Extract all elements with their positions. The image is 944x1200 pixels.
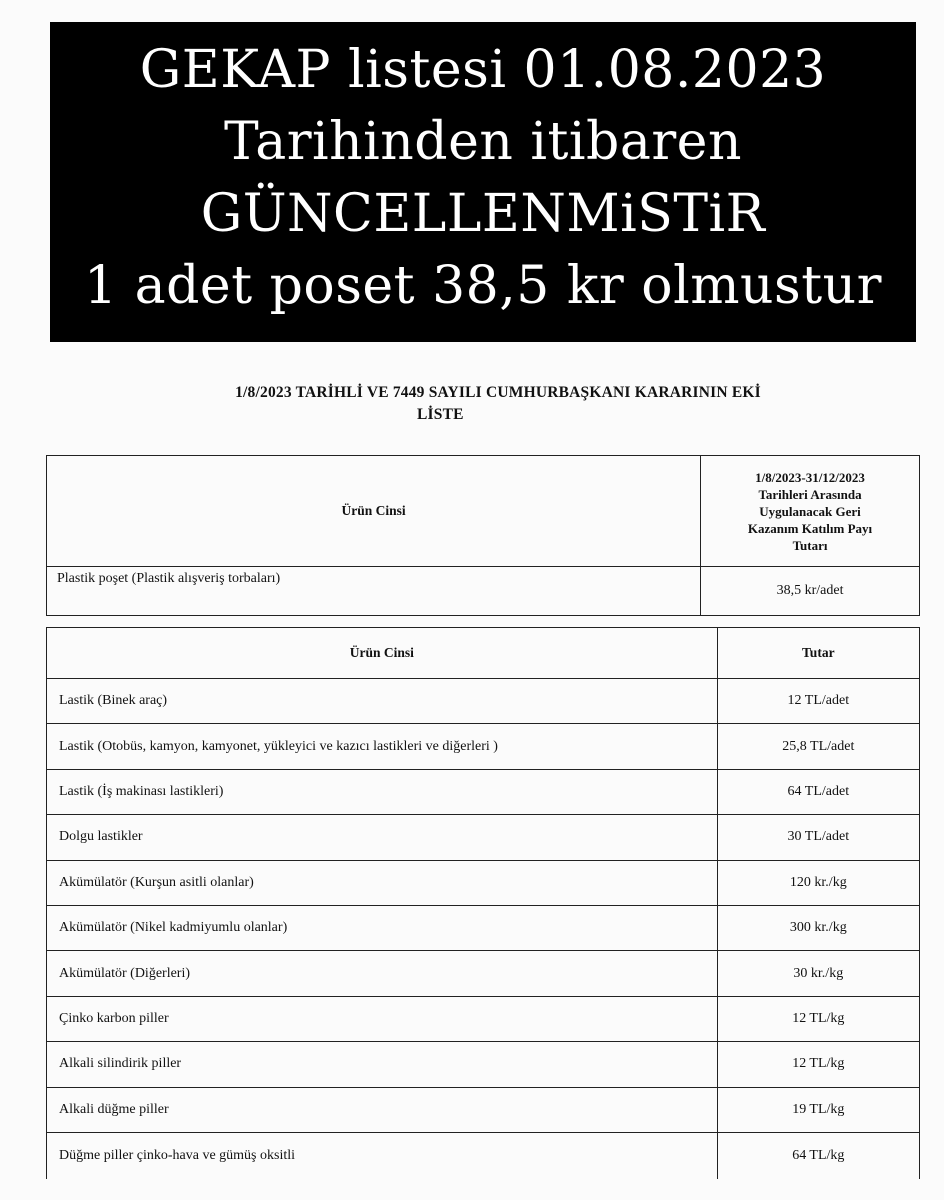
product-name: Akümülatör (Kurşun asitli olanlar) — [47, 860, 718, 905]
product-amount: 30 TL/adet — [717, 815, 919, 860]
banner-line: Tarihinden itibaren — [224, 112, 742, 172]
announcement-banner — [50, 22, 916, 342]
banner-line: GÜNCELLENMiSTiR — [200, 184, 766, 244]
table-row — [47, 769, 920, 814]
product-amount: 30 kr./kg — [717, 951, 919, 996]
document-title-line: LİSTE — [417, 406, 464, 423]
document-title — [60, 382, 906, 426]
column-header-product: Ürün Cinsi — [47, 628, 718, 679]
product-amount: 64 TL/kg — [717, 1132, 919, 1179]
product-amount: 12 TL/adet — [717, 679, 919, 724]
header-line: Uygulanacak Geri — [759, 503, 861, 519]
product-name: Lastik (İş makinası lastikleri) — [47, 769, 718, 814]
product-name: Alkali düğme piller — [47, 1087, 718, 1132]
table-row — [47, 905, 920, 950]
column-header-product: Ürün Cinsi — [47, 456, 701, 567]
product-amount: 12 TL/kg — [717, 996, 919, 1041]
product-name: Alkali silindirik piller — [47, 1042, 718, 1087]
header-line: 1/8/2023-31/12/2023 — [755, 469, 865, 485]
product-name: Lastik (Otobüs, kamyon, kamyonet, yükleyici ve kazıcı lastikleri ve diğerleri ) — [47, 724, 718, 769]
product-name: Düğme piller çinko-hava ve gümüş oksitli — [47, 1132, 718, 1179]
table-row — [47, 996, 920, 1041]
product-amount: 64 TL/adet — [717, 769, 919, 814]
table-row — [47, 1132, 920, 1179]
product-amount: 300 kr./kg — [717, 905, 919, 950]
banner-line: GEKAP listesi 01.08.2023 — [139, 40, 827, 100]
product-name: Çinko karbon piller — [47, 996, 718, 1041]
banner-line: 1 adet poset 38,5 kr olmustur — [84, 256, 882, 316]
table-row — [47, 815, 920, 860]
product-amount: 19 TL/kg — [717, 1087, 919, 1132]
product-name: Plastik poşet (Plastik alışveriş torbaları) — [47, 567, 701, 616]
table-row — [47, 679, 920, 724]
product-amount: 120 kr./kg — [717, 860, 919, 905]
product-amount: 12 TL/kg — [717, 1042, 919, 1087]
header-line: Kazanım Katılım Payı — [747, 520, 873, 536]
header-line: Tutarı — [792, 537, 828, 553]
column-header-amount — [701, 456, 920, 567]
product-name: Akümülatör (Diğerleri) — [47, 951, 718, 996]
header-line: Tarihleri Arasında — [758, 486, 862, 502]
table-row — [47, 1042, 920, 1087]
product-amount: 25,8 TL/adet — [717, 724, 919, 769]
table-header-row — [47, 456, 920, 567]
column-header-amount: Tutar — [717, 628, 919, 679]
table-header-row — [47, 628, 920, 679]
table-row — [47, 1087, 920, 1132]
product-name: Lastik (Binek araç) — [47, 679, 718, 724]
table-row — [47, 724, 920, 769]
product-name: Dolgu lastikler — [47, 815, 718, 860]
contribution-table-products — [46, 627, 920, 1179]
document-title-line: 1/8/2023 TARİHLİ VE 7449 SAYILI CUMHURBAŞKANI KARARININ EKİ — [235, 384, 761, 401]
table-row — [47, 951, 920, 996]
product-amount: 38,5 kr/adet — [701, 567, 920, 616]
table-row — [47, 860, 920, 905]
product-name: Akümülatör (Nikel kadmiyumlu olanlar) — [47, 905, 718, 950]
table-row — [47, 567, 920, 616]
contribution-table-plastic — [46, 455, 920, 616]
